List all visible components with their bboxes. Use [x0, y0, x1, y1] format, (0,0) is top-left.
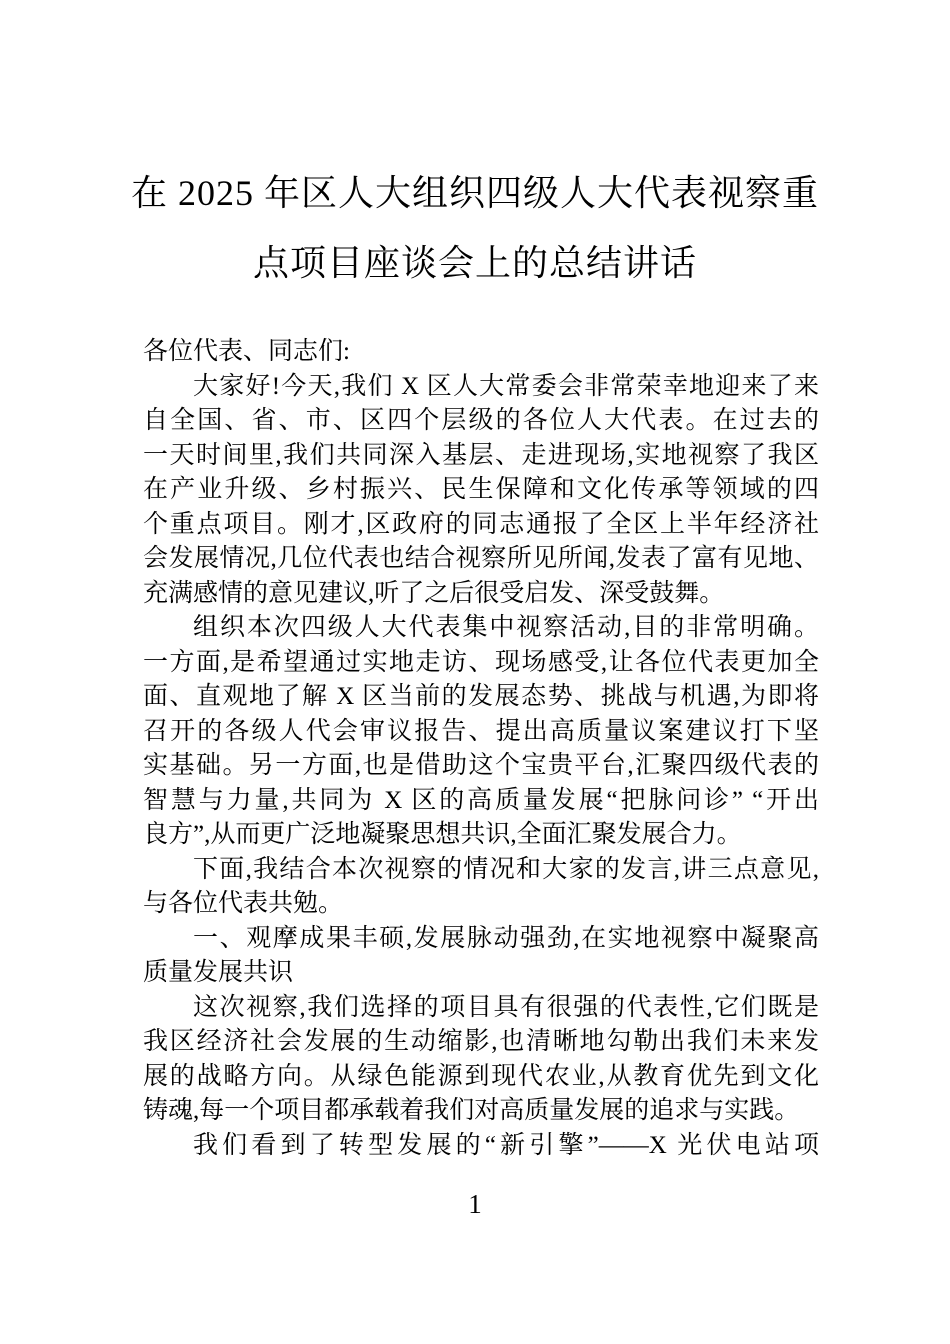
body-line: 面、直观地了解 X 区当前的发展态势、挑战与机遇,为即将: [143, 683, 819, 710]
body-line: 自全国、省、市、区四个层级的各位人大代表。在过去的: [143, 407, 819, 434]
body-line: 实基础。另一方面,也是借助这个宝贵平台,汇聚四级代表的: [143, 752, 819, 779]
body-line: 这次视察,我们选择的项目具有很强的代表性,它们既是: [193, 993, 819, 1021]
body-line: 智慧与力量,共同为 X 区的高质量发展“把脉问诊” “开出: [143, 786, 819, 814]
body-line: 铸魂,每一个项目都承载着我们对高质量发展的追求与实践。: [143, 1097, 800, 1124]
title-line-1: 在 2025 年区人大组织四级人大代表视察重: [130, 173, 819, 213]
body-line: 展的战略方向。从绿色能源到现代农业,从教育优先到文化: [143, 1062, 819, 1090]
body-line: 组织本次四级人大代表集中视察活动,目的非常明确。: [193, 614, 819, 641]
body-line: 召开的各级人代会审议报告、提出高质量议案建议打下坚: [143, 717, 819, 745]
body-line: 良方”,从而更广泛地凝聚思想共识,全面汇聚发展合力。: [143, 821, 742, 848]
body-line: 大家好!今天,我们 X 区人大常委会非常荣幸地迎来了来: [193, 372, 819, 400]
body-line: 在产业升级、乡村振兴、民生保障和文化传承等领域的四: [143, 476, 819, 503]
title-line-2: 点项目座谈会上的总结讲话: [252, 243, 697, 283]
body-line: 充满感情的意见建议,听了之后很受启发、深受鼓舞。: [143, 579, 725, 607]
body-line: 个重点项目。刚才,区政府的同志通报了全区上半年经济社: [143, 510, 819, 538]
body-line: 会发展情况,几位代表也结合视察所见所闻,发表了富有见地、: [143, 545, 819, 572]
document-body: [143, 335, 819, 1163]
body-line: 与各位代表共勉。: [143, 890, 344, 917]
document-title: [0, 0, 950, 298]
body-line: 下面,我结合本次视察的情况和大家的发言,讲三点意见,: [193, 855, 819, 883]
page-number: 1: [468, 1189, 482, 1219]
body-line: 一方面,是希望通过实地走访、现场感受,让各位代表更加全: [143, 648, 819, 676]
body-line: 我区经济社会发展的生动缩影,也清晰地勾勒出我们未来发: [143, 1028, 819, 1055]
body-line: 质量发展共识: [143, 959, 294, 986]
body-line: 我们看到了转型发展的“新引擎”——X 光伏电站项: [193, 1131, 819, 1159]
body-line: 各位代表、同志们:: [143, 338, 350, 365]
body-line: 一、观摩成果丰硕,发展脉动强劲,在实地视察中凝聚高: [193, 924, 819, 952]
body-line: 一天时间里,我们共同深入基层、走进现场,实地视察了我区: [143, 441, 819, 469]
